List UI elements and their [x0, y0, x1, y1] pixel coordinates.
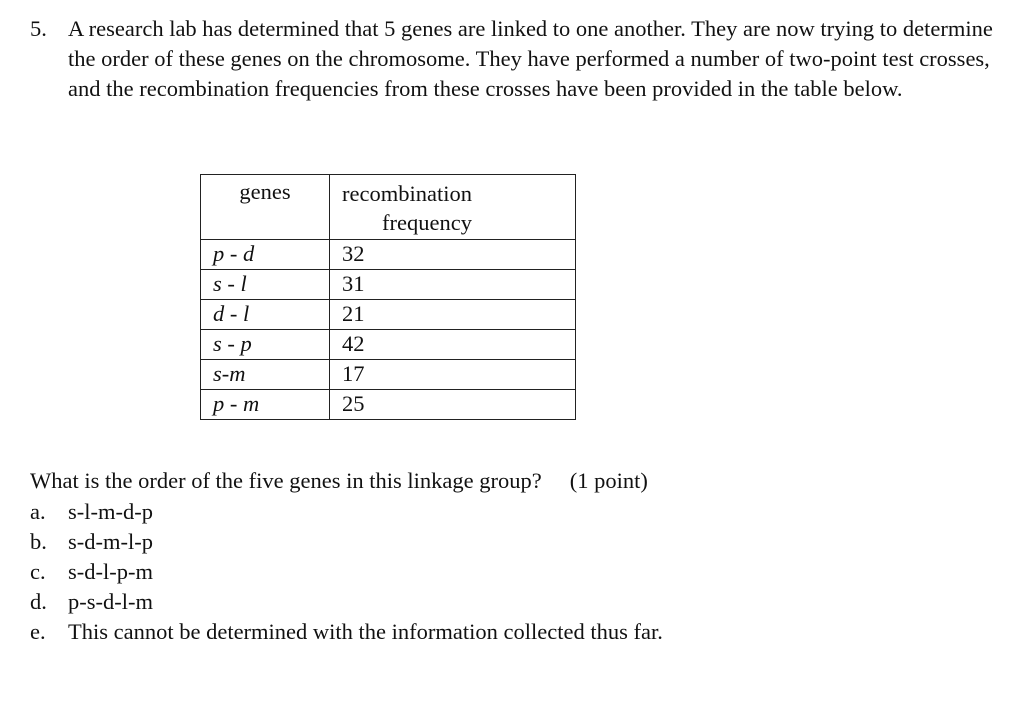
gene-pair: s - l [201, 270, 330, 300]
frequency-value: 42 [330, 330, 576, 360]
recombination-table [200, 174, 576, 420]
frequency-value: 25 [330, 390, 576, 420]
option-letter: b. [30, 529, 47, 554]
answer-option-b [30, 527, 663, 557]
gene-pair: d - l [201, 300, 330, 330]
answer-option-d [30, 587, 663, 617]
frequency-value: 17 [330, 360, 576, 390]
table-row [201, 390, 576, 420]
frequency-value: 31 [330, 270, 576, 300]
answer-option-e [30, 617, 663, 647]
option-text: s-d-m-l-p [68, 529, 153, 554]
table-row [201, 300, 576, 330]
frequency-value: 21 [330, 300, 576, 330]
gene-pair: s - p [201, 330, 330, 360]
gene-pair: s-m [201, 360, 330, 390]
header-genes: genes [201, 175, 330, 240]
point-value: (1 point) [569, 468, 648, 493]
prompt-text: What is the order of the five genes in this linkage group? [30, 468, 542, 493]
option-text: This cannot be determined with the information collected thus far. [68, 619, 663, 644]
header-freq-line1: recombination [342, 181, 472, 206]
question-text: A research lab has determined that 5 genes are linked to one another. They are now trying to determine the order of these genes on the chromosome. They have performed a number of two-point test crosses, and the recombination frequencies from these crosses have been provided in the table below. [68, 16, 993, 101]
answer-option-a [30, 497, 663, 527]
table-row [201, 240, 576, 270]
gene-pair: p - d [201, 240, 330, 270]
frequency-value: 32 [330, 240, 576, 270]
table-row [201, 330, 576, 360]
question-prompt [30, 466, 648, 496]
question-number: 5. [30, 16, 47, 41]
question [30, 14, 1005, 104]
answer-options [30, 497, 663, 647]
option-letter: a. [30, 499, 46, 524]
answer-option-c [30, 557, 663, 587]
option-letter: c. [30, 559, 46, 584]
gene-pair: p - m [201, 390, 330, 420]
option-text: s-d-l-p-m [68, 559, 153, 584]
option-letter: e. [30, 619, 46, 644]
option-letter: d. [30, 589, 47, 614]
table-row [201, 270, 576, 300]
option-text: s-l-m-d-p [68, 499, 153, 524]
header-recombination-frequency [330, 175, 576, 240]
table-row [201, 360, 576, 390]
header-freq-line2: frequency [382, 210, 472, 235]
option-text: p-s-d-l-m [68, 589, 153, 614]
table-header-row [201, 175, 576, 240]
